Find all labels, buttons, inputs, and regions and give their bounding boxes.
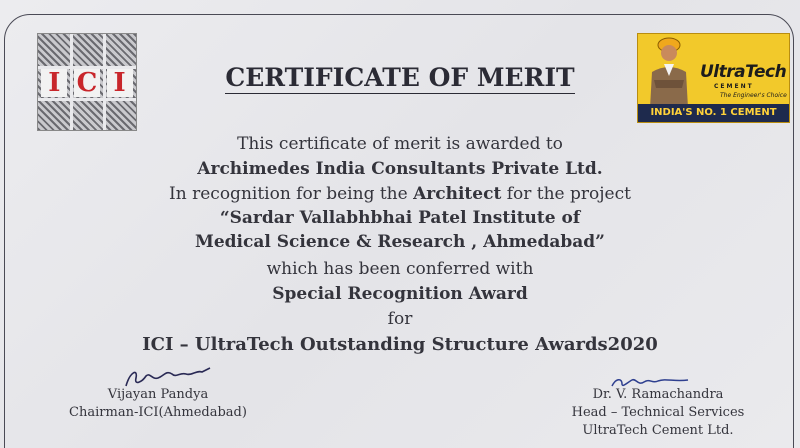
intro-line: This certificate of merit is awarded to [237, 134, 563, 154]
award-name: Special Recognition Award [272, 284, 528, 304]
program-name: ICI – UltraTech Outstanding Structure Awards2020 [142, 334, 658, 355]
ultratech-brand: UltraTech [700, 62, 787, 82]
ici-logo-letter: C [74, 69, 100, 97]
for-line: for [387, 309, 413, 329]
signatory-left-title: Chairman-ICI(Ahmedabad) [69, 405, 247, 420]
recognition-line [0, 184, 800, 204]
conferred-line: which has been conferred with [266, 259, 534, 279]
signatory-left [58, 368, 258, 422]
signatory-right-title: Head – Technical Services [571, 405, 745, 420]
recognition-suffix: for the project [501, 184, 631, 204]
certificate-title-text: CERTIFICATE OF MERIT [225, 63, 575, 92]
certificate-title [0, 63, 800, 92]
ici-logo-letter: I [41, 69, 67, 97]
ultratech-bar: INDIA'S NO. 1 CEMENT [638, 104, 789, 122]
recipient-name: Archimedes India Consultants Private Ltd. [197, 159, 603, 179]
recognition-prefix: In recognition for being the [169, 184, 414, 204]
ultratech-tagline: The Engineer's Choice [720, 92, 787, 99]
signatory-right-org: UltraTech Cement Ltd. [582, 423, 734, 438]
project-name-line2: Medical Science & Research , Ahmedabad” [195, 232, 605, 252]
project-name-line1: “Sardar Vallabhbhai Patel Institute of [219, 208, 581, 228]
signatory-right-name: Dr. V. Ramachandra [592, 387, 724, 402]
recognition-role: Architect [413, 184, 502, 204]
signatory-right [538, 386, 778, 440]
signatory-left-name: Vijayan Pandya [107, 387, 209, 402]
ultratech-sub: CEMENT [714, 83, 754, 90]
ici-logo-letter: I [107, 69, 133, 97]
